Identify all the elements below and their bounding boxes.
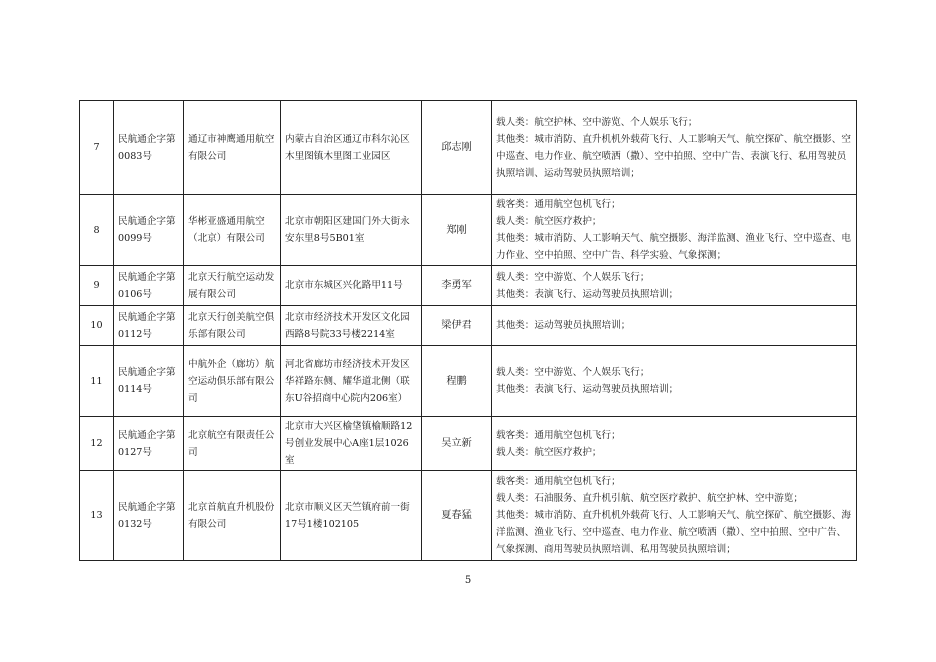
- legal-representative-cell: 郑刚: [422, 195, 492, 266]
- table-body: [80, 101, 857, 561]
- legal-representative-cell: 吴立新: [422, 417, 492, 471]
- address-cell: 北京市东城区兴化路甲11号: [281, 266, 422, 306]
- license-number-cell: 民航通企字第0083号: [114, 101, 184, 195]
- row-index-cell: 11: [80, 346, 114, 417]
- company-name-cell: 北京天行航空运动发展有限公司: [184, 266, 281, 306]
- address-cell: 北京市大兴区榆垡镇榆顺路12号创业发展中心A座1层1026室: [281, 417, 422, 471]
- company-name-cell: 华彬亚盛通用航空（北京）有限公司: [184, 195, 281, 266]
- scope-line: 载客类：通用航空包机飞行；: [496, 429, 621, 441]
- address-cell: 北京市朝阳区建国门外大街永安东里8号5B01室: [281, 195, 422, 266]
- scope-line: 其他类：表演飞行、运动驾驶员执照培训；: [496, 288, 679, 300]
- license-number-cell: 民航通企字第0106号: [114, 266, 184, 306]
- scope-line: 载人类：航空医疗救护；: [496, 216, 602, 227]
- company-name-cell: 北京天行创美航空俱乐部有限公司: [184, 306, 281, 346]
- business-scope-cell: [492, 101, 857, 195]
- row-index-cell: 12: [80, 417, 114, 471]
- company-name-cell: 北京首航直升机股份有限公司: [184, 471, 281, 561]
- business-scope-cell: [492, 195, 857, 266]
- business-scope-cell: [492, 471, 857, 561]
- scope-line: 载客类：通用航空包机飞行；: [496, 476, 621, 487]
- business-scope-cell: [492, 306, 857, 346]
- legal-representative-cell: 梁伊君: [422, 306, 492, 346]
- legal-representative-cell: 程鹏: [422, 346, 492, 417]
- company-name-cell: 北京航空有限责任公司: [184, 417, 281, 471]
- row-index-cell: 13: [80, 471, 114, 561]
- scope-line: 载人类：空中游览、个人娱乐飞行；: [496, 271, 650, 283]
- table-row: [80, 346, 857, 417]
- company-name-cell: 中航外企（廊坊）航空运动俱乐部有限公司: [184, 346, 281, 417]
- scope-line: 其他类：城市消防、人工影响天气、航空摄影、海洋监测、渔业飞行、空中巡查、电力作业、空中拍照、空中广告、科学实验、气象探测；: [496, 233, 851, 261]
- legal-representative-cell: 邱志刚: [422, 101, 492, 195]
- license-number-cell: 民航通企字第0127号: [114, 417, 184, 471]
- address-cell: 北京市经济技术开发区文化园西路8号院33号楼2214室: [281, 306, 422, 346]
- table-row: [80, 471, 857, 561]
- row-index-cell: 7: [80, 101, 114, 195]
- scope-line: 载人类：空中游览、个人娱乐飞行；: [496, 367, 650, 378]
- row-index-cell: 8: [80, 195, 114, 266]
- license-number-cell: 民航通企字第0099号: [114, 195, 184, 266]
- license-number-cell: 民航通企字第0112号: [114, 306, 184, 346]
- license-number-cell: 民航通企字第0114号: [114, 346, 184, 417]
- license-table: [79, 100, 857, 561]
- scope-line: 其他类：表演飞行、运动驾驶员执照培训；: [496, 384, 679, 395]
- business-scope-cell: [492, 346, 857, 417]
- page-number: 5: [464, 575, 472, 586]
- scope-line: 载客类：通用航空包机飞行；: [496, 199, 621, 210]
- legal-representative-cell: 李勇军: [422, 266, 492, 306]
- table-row: [80, 306, 857, 346]
- company-name-cell: 通辽市神鹰通用航空有限公司: [184, 101, 281, 195]
- scope-line: 其他类：城市消防、直升机机外载荷飞行、人工影响天气、航空探矿、航空摄影、海洋监测、渔业飞行、空中巡查、电力作业、航空喷洒（撒）、空中拍照、空中广告、气象探测、商用驾驶员执照培训、私用驾驶员执照培训；: [496, 510, 851, 555]
- table-row: [80, 195, 857, 266]
- scope-line: 载人类：航空护林、空中游览、个人娱乐飞行；: [496, 116, 698, 128]
- row-index-cell: 9: [80, 266, 114, 306]
- table-row: [80, 417, 857, 471]
- license-number-cell: 民航通企字第0132号: [114, 471, 184, 561]
- row-index-cell: 10: [80, 306, 114, 346]
- address-cell: 内蒙古自治区通辽市科尔沁区木里图镇木里图工业园区: [281, 101, 422, 195]
- table-row: [80, 266, 857, 306]
- table-row: [80, 101, 857, 195]
- legal-representative-cell: 夏春猛: [422, 471, 492, 561]
- scope-line: 其他类：城市消防、直升机机外载荷飞行、人工影响天气、航空探矿、航空摄影、空中巡查、电力作业、航空喷洒（撒）、空中拍照、空中广告、表演飞行、私用驾驶员执照培训、运动驾驶员执照培训；: [496, 133, 851, 179]
- scope-line: 载人类：石油服务、直升机引航、航空医疗救护、航空护林、空中游览；: [496, 493, 803, 504]
- business-scope-cell: [492, 266, 857, 306]
- scope-line: 其他类：运动驾驶员执照培训；: [496, 320, 631, 331]
- business-scope-cell: [492, 417, 857, 471]
- address-cell: 河北省廊坊市经济技术开发区华祥路东侧、耀华道北侧（联东U谷招商中心院内206室）: [281, 346, 422, 417]
- scope-line: 载人类：航空医疗救护；: [496, 446, 602, 458]
- address-cell: 北京市顺义区天竺镇府前一街17号1楼102105: [281, 471, 422, 561]
